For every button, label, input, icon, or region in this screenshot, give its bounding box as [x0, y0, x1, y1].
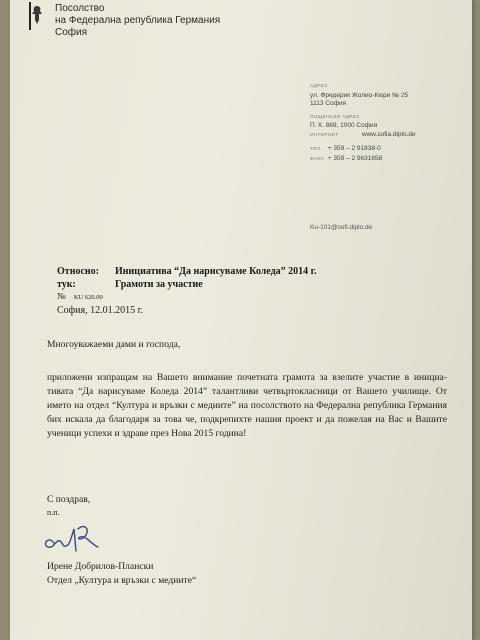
- letter-date: София, 12.01.2015 г.: [57, 305, 144, 316]
- subject-label: Относно:: [57, 266, 99, 277]
- greeting: Многоуважаеми дами и господа,: [47, 339, 181, 350]
- letterhead-line-1: Посолство: [55, 3, 105, 14]
- signer-name: Ирене Добрилов-Плански: [47, 561, 154, 572]
- letter-body: [47, 338, 447, 441]
- address-street: ул. Фредерик Жолио-Кюри № 25: [310, 91, 409, 99]
- internet-value: www.sofia.diplo.de: [361, 130, 416, 138]
- federal-eagle-logo: [28, 2, 46, 30]
- subject-block: [57, 265, 317, 291]
- signer-department: Отдел „Култура и връзки с медиите“: [47, 575, 197, 586]
- subject-value: Инициатива “Да нарисуваме Коледа” 2014 г.: [115, 266, 317, 277]
- letterhead-line-2: на Федерална република Германия: [55, 15, 221, 26]
- here-label: тук:: [57, 279, 76, 290]
- body-paragraph: приложени изпращам на Вашето внимание почетната грамота за взелите участие в инициа-тивата “Да нарисуваме Коледа 2014” талантливи четвъртокласници от Вашето училище. От името на отдел “Култура и връзки с медиите” на посолството на Федерална република Германия бих искала да благодаря за това че, подкрепихте нашия проект и да пожелая на Вас и Вашите ученици успехи и здраве през Нова 2015 година!: [47, 372, 447, 439]
- address-label: АДРЕС: [310, 84, 328, 89]
- reference-value: KU 620.00: [73, 294, 103, 301]
- reference-number: [57, 291, 103, 301]
- fax-label: ФАКС: [310, 156, 325, 162]
- postal-label: ПОЩЕНСКИ АДРЕС: [310, 114, 361, 120]
- letterhead-line-3: София: [55, 27, 88, 38]
- tel-row: [310, 145, 416, 155]
- here-value: Грамоти за участие: [115, 279, 203, 290]
- tel-label: ТЕЛ.: [310, 147, 322, 152]
- fax-value: + 359 – 2 9631658: [327, 154, 383, 162]
- letterhead: [55, 3, 220, 39]
- address-city: 1113 София: [310, 100, 347, 107]
- number-sign: №: [57, 291, 66, 301]
- fax-row: [310, 155, 416, 165]
- address-block: [310, 83, 416, 164]
- handwritten-signature: [40, 515, 130, 557]
- internet-label: ИНТЕРНЕТ: [310, 132, 339, 138]
- tel-value: + 359 – 2 91838-0: [327, 145, 381, 152]
- internet-row: [310, 131, 416, 141]
- email-reference: Ku-101@sofi.diplo.de: [310, 224, 373, 231]
- signer-block: [47, 560, 196, 588]
- postal-value: П. К. 869, 1000 София: [310, 122, 378, 129]
- pp-marker: п.п.: [47, 508, 60, 517]
- letter-page: [10, 0, 472, 640]
- regards: С поздрав,: [47, 494, 91, 505]
